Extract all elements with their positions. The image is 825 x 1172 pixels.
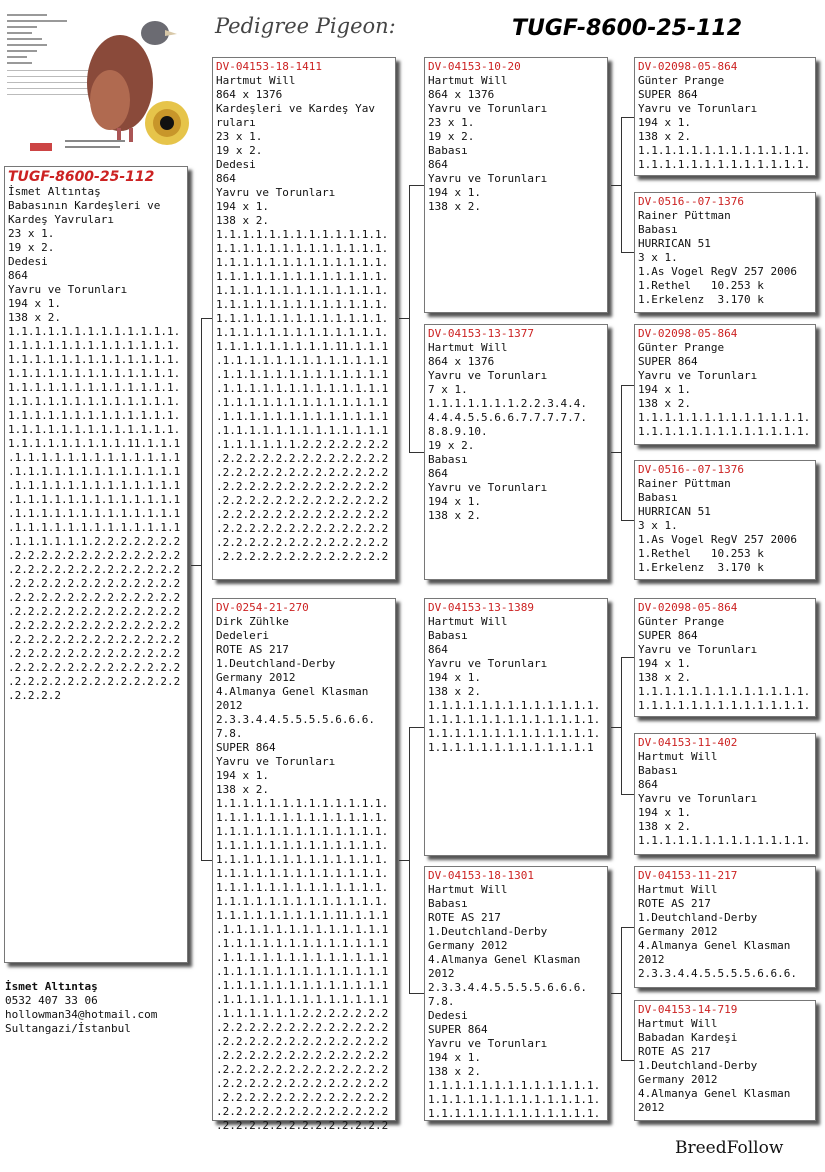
detail-line: 23 x 1. [428,116,475,129]
detail-line: ROTE AS 217 [428,911,501,924]
detail-line: 4.Almanya Genel Klasman [216,685,369,698]
dam-ring-number: DV-0254-21-270 [216,601,309,614]
detail-line: 1.1.1.1.1.1.1.1.1.11.1.1.1 [216,340,389,353]
connector [201,860,212,861]
connector [611,727,621,728]
detail-line: 1.1.1.1.1.1.1.1.1.1.1.1.1. [428,699,601,712]
connector [621,927,622,1061]
detail-line: .2.2.2.2 [8,689,61,702]
detail-line: 1.1.1.1.1.1.1.1.1.1.1.1.1. [216,881,389,894]
detail-line: 1.1.1.1.1.1.1.1.1.1.1.1.1. [428,713,601,726]
connector [621,927,634,928]
ggp1-details [638,74,812,172]
connector [201,318,212,319]
detail-line: 1.Rethel 10.253 k [638,547,764,560]
detail-line: .2.2.2.2.2.2.2.2.2.2.2.2.2 [216,1063,389,1076]
detail-line: 1.Rethel 10.253 k [638,279,764,292]
detail-line: Babası [638,223,678,236]
detail-line: 2012 [638,953,665,966]
detail-line: .1.1.1.1.1.1.1.1.1.1.1.1.1 [216,382,389,395]
detail-line: 1.1.1.1.1.1.1.1.1.1.1.1.1. [8,395,181,408]
detail-line: 864 [638,778,658,791]
owner-name: İsmet Altıntaş [5,980,98,993]
great-grandparent-card-4 [634,460,816,580]
detail-line: 2.3.3.4.4.5.5.5.5.6.6.6. [216,713,375,726]
detail-line: ruları [216,116,256,129]
detail-line: Germany 2012 [638,925,718,938]
ggp1-ring-number: DV-02098-05-864 [638,60,738,73]
detail-line: 7.8. [216,727,243,740]
detail-line: 4.4.4.5.5.6.6.7.7.7.7.7. [428,411,587,424]
sire-card [212,57,396,580]
detail-line: 864 x 1376 [428,88,495,101]
detail-line: Yavru ve Torunları [428,369,548,382]
detail-line: 138 x 2. [638,820,691,833]
detail-line: İsmet Altıntaş [8,185,101,198]
detail-line: SUPER 864 [638,355,698,368]
detail-line: 194 x 1. [428,495,481,508]
detail-line: 1.1.1.1.1.1.1.1.1.1.1.1.1. [216,811,389,824]
detail-line: Hartmut Will [428,341,508,354]
detail-line: 864 [428,467,448,480]
grandparent-card-2 [424,324,608,580]
detail-line: 1.Erkelenz 3.170 k [638,561,764,574]
header-ring-number: TUGF-8600-25-112 [512,16,743,41]
gp3-ring-number: DV-04153-13-1389 [428,601,534,614]
detail-line: 1.1.1.1.1.1.1.1.1.1.1.1.1. [638,158,811,171]
connector [611,452,621,453]
ggp4-ring-number: DV-0516--07-1376 [638,463,744,476]
gp1-ring-number: DV-04153-10-20 [428,60,521,73]
detail-line: Günter Prange [638,341,725,354]
detail-line: .2.2.2.2.2.2.2.2.2.2.2.2.2 [216,1105,389,1118]
detail-line: .1.1.1.1.1.1.1.1.1.1.1.1.1 [8,521,181,534]
detail-line: Yavru ve Torunları [638,102,758,115]
grandparent-card-1 [424,57,608,313]
ggp6-details [638,750,812,848]
connector [399,318,409,319]
detail-line: 138 x 2. [428,685,481,698]
detail-line: Rainer Püttman [638,477,731,490]
detail-line: .2.2.2.2.2.2.2.2.2.2.2.2.2 [216,466,389,479]
detail-line: Babası [428,629,468,642]
detail-line: Yavru ve Torunları [428,172,548,185]
detail-line: .2.2.2.2.2.2.2.2.2.2.2.2.2 [216,536,389,549]
detail-line: Yavru ve Torunları [428,102,548,115]
pigeon-photo [5,8,200,158]
detail-line: .2.2.2.2.2.2.2.2.2.2.2.2.2 [216,522,389,535]
detail-line: Günter Prange [638,615,725,628]
owner-contact [5,980,157,1036]
detail-line: 2012 [638,1101,665,1114]
detail-line: 1.1.1.1.1.1.1.1.1.1.1.1.1. [216,867,389,880]
detail-line: 1.1.1.1.1.1.1.1.1.1.1.1.1. [8,423,181,436]
detail-line: .2.2.2.2.2.2.2.2.2.2.2.2.2 [216,1091,389,1104]
detail-line: 194 x 1. [638,383,691,396]
detail-line: 4.Almanya Genel Klasman [428,953,581,966]
gp3-details [428,615,604,755]
detail-line: .2.2.2.2.2.2.2.2.2.2.2.2.2 [8,591,181,604]
gp2-details [428,341,604,523]
detail-line: 194 x 1. [216,769,269,782]
grandparent-card-4 [424,866,608,1121]
detail-line: Kardeşleri ve Kardeş Yav [216,102,375,115]
detail-line: 194 x 1. [428,186,481,199]
detail-line: ROTE AS 217 [638,897,711,910]
detail-line: Germany 2012 [428,939,508,952]
main-pigeon-card [4,166,188,963]
detail-line: Yavru ve Torunları [8,283,128,296]
connector [621,385,622,521]
detail-line: 2.3.3.4.4.5.5.5.5.6.6.6. [428,981,587,994]
detail-line: 1.1.1.1.1.1.1.1.1.1.1.1.1. [216,895,389,908]
detail-line: .1.1.1.1.1.1.1.1.1.1.1.1.1 [216,354,389,367]
ggp2-details [638,209,812,307]
detail-line: 138 x 2. [216,214,269,227]
connector [409,185,410,452]
detail-line: 1.1.1.1.1.1.1.1.1.1.1.1.1. [638,144,811,157]
detail-line: 1.1.1.1.1.1.1.1.1.1.1.1.1. [8,339,181,352]
page-title: Pedigree Pigeon: [215,14,396,38]
great-grandparent-card-5 [634,598,816,717]
detail-line: SUPER 864 [638,88,698,101]
detail-line: 1.1.1.1.1.1.1.1.1.1.1.1.1. [216,853,389,866]
detail-line: 1.1.1.1.1.1.1.1.1.1.1.1.1. [216,825,389,838]
detail-line: .2.2.2.2.2.2.2.2.2.2.2.2.2 [8,661,181,674]
connector [191,565,201,566]
detail-line: 3 x 1. [638,519,678,532]
detail-line: 194 x 1. [428,1051,481,1064]
detail-line: .1.1.1.1.1.1.1.1.1.1.1.1.1 [216,424,389,437]
detail-line: 1.Deutchland-Derby [638,1059,758,1072]
detail-line: 1.1.1.1.1.1.1.1.1.1.1.1.1. [216,326,389,339]
dam-card [212,598,396,1132]
detail-line: 864 [428,158,448,171]
detail-line: 1.1.1.1.1.1.1.1.1.1.1.1.1. [216,256,389,269]
detail-line: ROTE AS 217 [638,1045,711,1058]
great-grandparent-card-6 [634,733,816,855]
detail-line: .2.2.2.2.2.2.2.2.2.2.2.2.2 [216,480,389,493]
detail-line: .2.2.2.2.2.2.2.2.2.2.2.2.2 [216,1035,389,1048]
detail-line: Babasının Kardeşleri ve [8,199,161,212]
detail-line: 2.3.3.4.4.5.5.5.5.6.6.6. [638,967,797,980]
detail-line: .2.2.2.2.2.2.2.2.2.2.2.2.2 [216,1119,389,1132]
detail-line: Rainer Püttman [638,209,731,222]
detail-line: .1.1.1.1.1.1.1.1.1.1.1.1.1 [8,479,181,492]
detail-line: Germany 2012 [216,671,296,684]
detail-line: SUPER 864 [638,629,698,642]
detail-line: Hartmut Will [638,1017,718,1030]
ggp6-ring-number: DV-04153-11-402 [638,736,738,749]
detail-line: .1.1.1.1.1.1.1.1.1.1.1.1.1 [8,451,181,464]
detail-line: 1.1.1.1.1.1.1.1.1.1.1.1.1. [216,298,389,311]
detail-line: 1.As Vogel RegV 257 2006 [638,533,797,546]
detail-line: 194 x 1. [638,116,691,129]
detail-line: Babası [428,897,468,910]
detail-line: 864 x 1376 [216,88,283,101]
connector [621,657,634,658]
owner-phone: 0532 407 33 06 [5,994,98,1007]
detail-line: 1.1.1.1.1.1.1.1.1.1.1.1.1. [638,685,811,698]
connector [611,185,621,186]
detail-line: .2.2.2.2.2.2.2.2.2.2.2.2.2 [8,577,181,590]
detail-line: Hartmut Will [216,74,296,87]
detail-line: 1.1.1.1.1.1.1.1.1.1.1.1.1. [428,1107,601,1120]
detail-line: .2.2.2.2.2.2.2.2.2.2.2.2.2 [8,563,181,576]
detail-line: .2.2.2.2.2.2.2.2.2.2.2.2.2 [216,452,389,465]
detail-line: 194 x 1. [428,671,481,684]
main-ring-number: TUGF-8600-25-112 [8,169,155,185]
detail-line: 1.1.1.1.1.1.1.1.1.1.1.1.1. [428,727,601,740]
detail-line: .1.1.1.1.1.1.1.1.1.1.1.1.1 [216,410,389,423]
detail-line: .2.2.2.2.2.2.2.2.2.2.2.2.2 [8,605,181,618]
connector [409,452,424,453]
ggp7-ring-number: DV-04153-11-217 [638,869,738,882]
detail-line: Günter Prange [638,74,725,87]
detail-line: 1.1.1.1.1.1.1.1.1.1.1.1.1. [638,834,811,847]
brand-label: BreedFollow [675,1138,784,1158]
detail-line: 19 x 2. [428,130,475,143]
connector [409,185,424,186]
gp2-ring-number: DV-04153-13-1377 [428,327,534,340]
detail-line: .1.1.1.1.1.1.1.1.1.1.1.1.1 [216,396,389,409]
detail-line: .1.1.1.1.1.1.2.2.2.2.2.2.2 [216,438,389,451]
detail-line: .1.1.1.1.1.1.1.1.1.1.1.1.1 [8,493,181,506]
detail-line: 864 [428,643,448,656]
connector [621,657,622,795]
detail-line: Yavru ve Torunları [216,186,336,199]
detail-line: .1.1.1.1.1.1.1.1.1.1.1.1.1 [216,965,389,978]
detail-line: 1.1.1.1.1.1.1.1.1.1.1.1.1. [216,284,389,297]
gp4-details [428,883,604,1121]
detail-line: 1.1.1.1.1.1.1.1.1.1.1.1.1. [638,699,811,712]
ggp8-ring-number: DV-04153-14-719 [638,1003,738,1016]
detail-line: 138 x 2. [428,200,481,213]
ggp2-ring-number: DV-0516--07-1376 [638,195,744,208]
detail-line: .1.1.1.1.1.1.1.1.1.1.1.1.1 [216,937,389,950]
detail-line: 138 x 2. [638,130,691,143]
detail-line: 138 x 2. [216,783,269,796]
detail-line: Hartmut Will [428,883,508,896]
detail-line: 138 x 2. [638,397,691,410]
detail-line: Yavru ve Torunları [638,369,758,382]
detail-line: 194 x 1. [638,806,691,819]
detail-line: Hartmut Will [428,615,508,628]
connector [399,860,409,861]
detail-line: 3 x 1. [638,251,678,264]
detail-line: .1.1.1.1.1.1.1.1.1.1.1.1.1 [216,979,389,992]
detail-line: 1.1.1.1.1.1.1.1.1.1.1.1.1. [8,381,181,394]
great-grandparent-card-1 [634,57,816,176]
detail-line: 1.Deutchland-Derby [428,925,548,938]
detail-line: 23 x 1. [8,227,55,240]
detail-line: 194 x 1. [638,657,691,670]
detail-line: 23 x 1. [216,130,263,143]
detail-line: .2.2.2.2.2.2.2.2.2.2.2.2.2 [216,1049,389,1062]
detail-line: .2.2.2.2.2.2.2.2.2.2.2.2.2 [8,633,181,646]
detail-line: 19 x 2. [216,144,263,157]
detail-line: 4.Almanya Genel Klasman [638,1087,791,1100]
detail-line: 1.1.1.1.1.1.1.1.1.1.1.1.1. [8,353,181,366]
detail-line: SUPER 864 [216,741,276,754]
detail-line: .2.2.2.2.2.2.2.2.2.2.2.2.2 [216,550,389,563]
detail-line: 1.1.1.1.1.1.1.1.1.1.1.1.1. [216,242,389,255]
ggp8-details [638,1017,812,1115]
detail-line: .1.1.1.1.1.1.1.1.1.1.1.1.1 [216,993,389,1006]
detail-line: 1.1.1.1.1.1.1.1.1.1.1.1.1. [638,411,811,424]
detail-line: Yavru ve Torunları [638,643,758,656]
ggp3-ring-number: DV-02098-05-864 [638,327,738,340]
detail-line: .1.1.1.1.1.1.1.1.1.1.1.1.1 [8,507,181,520]
detail-line: .2.2.2.2.2.2.2.2.2.2.2.2.2 [8,647,181,660]
detail-line: .1.1.1.1.1.1.2.2.2.2.2.2.2 [8,535,181,548]
detail-line: .2.2.2.2.2.2.2.2.2.2.2.2.2 [8,549,181,562]
connector [409,727,424,728]
connector [409,993,424,994]
detail-line: Kardeş Yavruları [8,213,114,226]
detail-line: 19 x 2. [8,241,55,254]
detail-line: Dirk Zühlke [216,615,289,628]
detail-line: 1.1.1.1.1.1.1.1.1.11.1.1.1 [216,909,389,922]
detail-line: .2.2.2.2.2.2.2.2.2.2.2.2.2 [8,675,181,688]
great-grandparent-card-7 [634,866,816,988]
detail-line: 1.1.1.1.1.1.1.1.1.1.1.1.1. [216,312,389,325]
detail-line: Yavru ve Torunları [428,481,548,494]
connector [409,727,410,994]
detail-line: 1.1.1.1.1.1.1.1.1.1.1.1.1. [8,367,181,380]
detail-line: SUPER 864 [428,1023,488,1036]
detail-line: 7.8. [428,995,455,1008]
detail-line: Yavru ve Torunları [216,755,336,768]
detail-line: Babası [638,491,678,504]
great-grandparent-card-8 [634,1000,816,1121]
detail-line: 1.1.1.1.1.1.1.1.1.1.1.1.1 [428,741,594,754]
detail-line: 138 x 2. [428,509,481,522]
detail-line: Babası [428,453,468,466]
detail-line: Germany 2012 [638,1073,718,1086]
owner-location: Sultangazi/İstanbul [5,1022,131,1035]
detail-line: ROTE AS 217 [216,643,289,656]
detail-line: 864 [216,172,236,185]
detail-line: .2.2.2.2.2.2.2.2.2.2.2.2.2 [8,619,181,632]
detail-line: 19 x 2. [428,439,475,452]
main-details [8,185,184,703]
connector [621,385,634,386]
connector [621,252,634,253]
great-grandparent-card-2 [634,192,816,313]
ggp5-details [638,615,812,713]
detail-line: Dedesi [428,1009,468,1022]
detail-line: 1.Deutchland-Derby [216,657,336,670]
detail-line: 1.1.1.1.1.1.1.1.1.1.1.1.1. [8,409,181,422]
detail-line: .1.1.1.1.1.1.2.2.2.2.2.2.2 [216,1007,389,1020]
detail-line: Yavru ve Torunları [428,657,548,670]
detail-line: 864 [8,269,28,282]
detail-line: 194 x 1. [216,200,269,213]
detail-line: 1.Deutchland-Derby [638,911,758,924]
detail-line: 8.8.9.10. [428,425,488,438]
connector [621,117,622,253]
detail-line: .2.2.2.2.2.2.2.2.2.2.2.2.2 [216,508,389,521]
detail-line: .1.1.1.1.1.1.1.1.1.1.1.1.1 [8,465,181,478]
detail-line: Yavru ve Torunları [428,1037,548,1050]
detail-line: 1.1.1.1.1.1.1.1.1.1.1.1.1. [216,270,389,283]
detail-line: .1.1.1.1.1.1.1.1.1.1.1.1.1 [216,951,389,964]
detail-line: HURRICAN 51 [638,237,711,250]
sire-ring-number: DV-04153-18-1411 [216,60,322,73]
detail-line: .2.2.2.2.2.2.2.2.2.2.2.2.2 [216,494,389,507]
detail-line: 1.1.1.1.1.1.1.1.1.1.1.1.1. [428,1079,601,1092]
detail-line: 138 x 2. [8,311,61,324]
connector [621,520,634,521]
detail-line: 2012 [428,967,455,980]
detail-line: Dedesi [8,255,48,268]
detail-line: Dedesi [216,158,256,171]
detail-line: 1.1.1.1.1.1.1.1.1.1.1.1.1. [638,425,811,438]
detail-line: 2012 [216,699,243,712]
detail-line: 1.1.1.1.1.1.1.1.1.11.1.1.1 [8,437,181,450]
great-grandparent-card-3 [634,324,816,445]
connector [621,1060,634,1061]
gp1-details [428,74,604,214]
connector [621,117,634,118]
detail-line: Hartmut Will [638,750,718,763]
detail-line: 1.1.1.1.1.1.1.1.1.1.1.1.1. [216,228,389,241]
connector [201,318,202,861]
detail-line: 1.1.1.1.1.1.1.1.1.1.1.1.1. [428,1093,601,1106]
detail-line: Babadan Kardeşi [638,1031,738,1044]
detail-line: Yavru ve Torunları [638,792,758,805]
detail-line: 138 x 2. [638,671,691,684]
detail-line: Dedeleri [216,629,269,642]
detail-line: Babası [638,764,678,777]
ggp4-details [638,477,812,575]
gp4-ring-number: DV-04153-18-1301 [428,869,534,882]
detail-line: Babası [428,144,468,157]
detail-line: 1.1.1.1.1.1.1.1.1.1.1.1.1. [8,325,181,338]
detail-line: Hartmut Will [428,74,508,87]
grandparent-card-3 [424,598,608,856]
detail-line: 1.Erkelenz 3.170 k [638,293,764,306]
detail-line: 1.As Vogel RegV 257 2006 [638,265,797,278]
connector [621,794,634,795]
detail-line: 194 x 1. [8,297,61,310]
detail-line: Hartmut Will [638,883,718,896]
detail-line: .1.1.1.1.1.1.1.1.1.1.1.1.1 [216,368,389,381]
detail-line: 1.1.1.1.1.1.1.1.1.1.1.1.1. [216,797,389,810]
detail-line: 864 x 1376 [428,355,495,368]
detail-line: 1.1.1.1.1.1.1.2.2.3.4.4. [428,397,587,410]
sire-details [216,74,392,564]
ggp7-details [638,883,812,981]
detail-line: 7 x 1. [428,383,468,396]
dam-details [216,615,392,1133]
detail-line: .2.2.2.2.2.2.2.2.2.2.2.2.2 [216,1077,389,1090]
ggp3-details [638,341,812,439]
owner-email[interactable]: hollowman34@hotmail.com [5,1008,158,1021]
detail-line: .2.2.2.2.2.2.2.2.2.2.2.2.2 [216,1021,389,1034]
connector [611,993,621,994]
ggp5-ring-number: DV-02098-05-864 [638,601,738,614]
detail-line: 4.Almanya Genel Klasman [638,939,791,952]
detail-line: .1.1.1.1.1.1.1.1.1.1.1.1.1 [216,923,389,936]
detail-line: 138 x 2. [428,1065,481,1078]
detail-line: 1.1.1.1.1.1.1.1.1.1.1.1.1. [216,839,389,852]
detail-line: HURRICAN 51 [638,505,711,518]
